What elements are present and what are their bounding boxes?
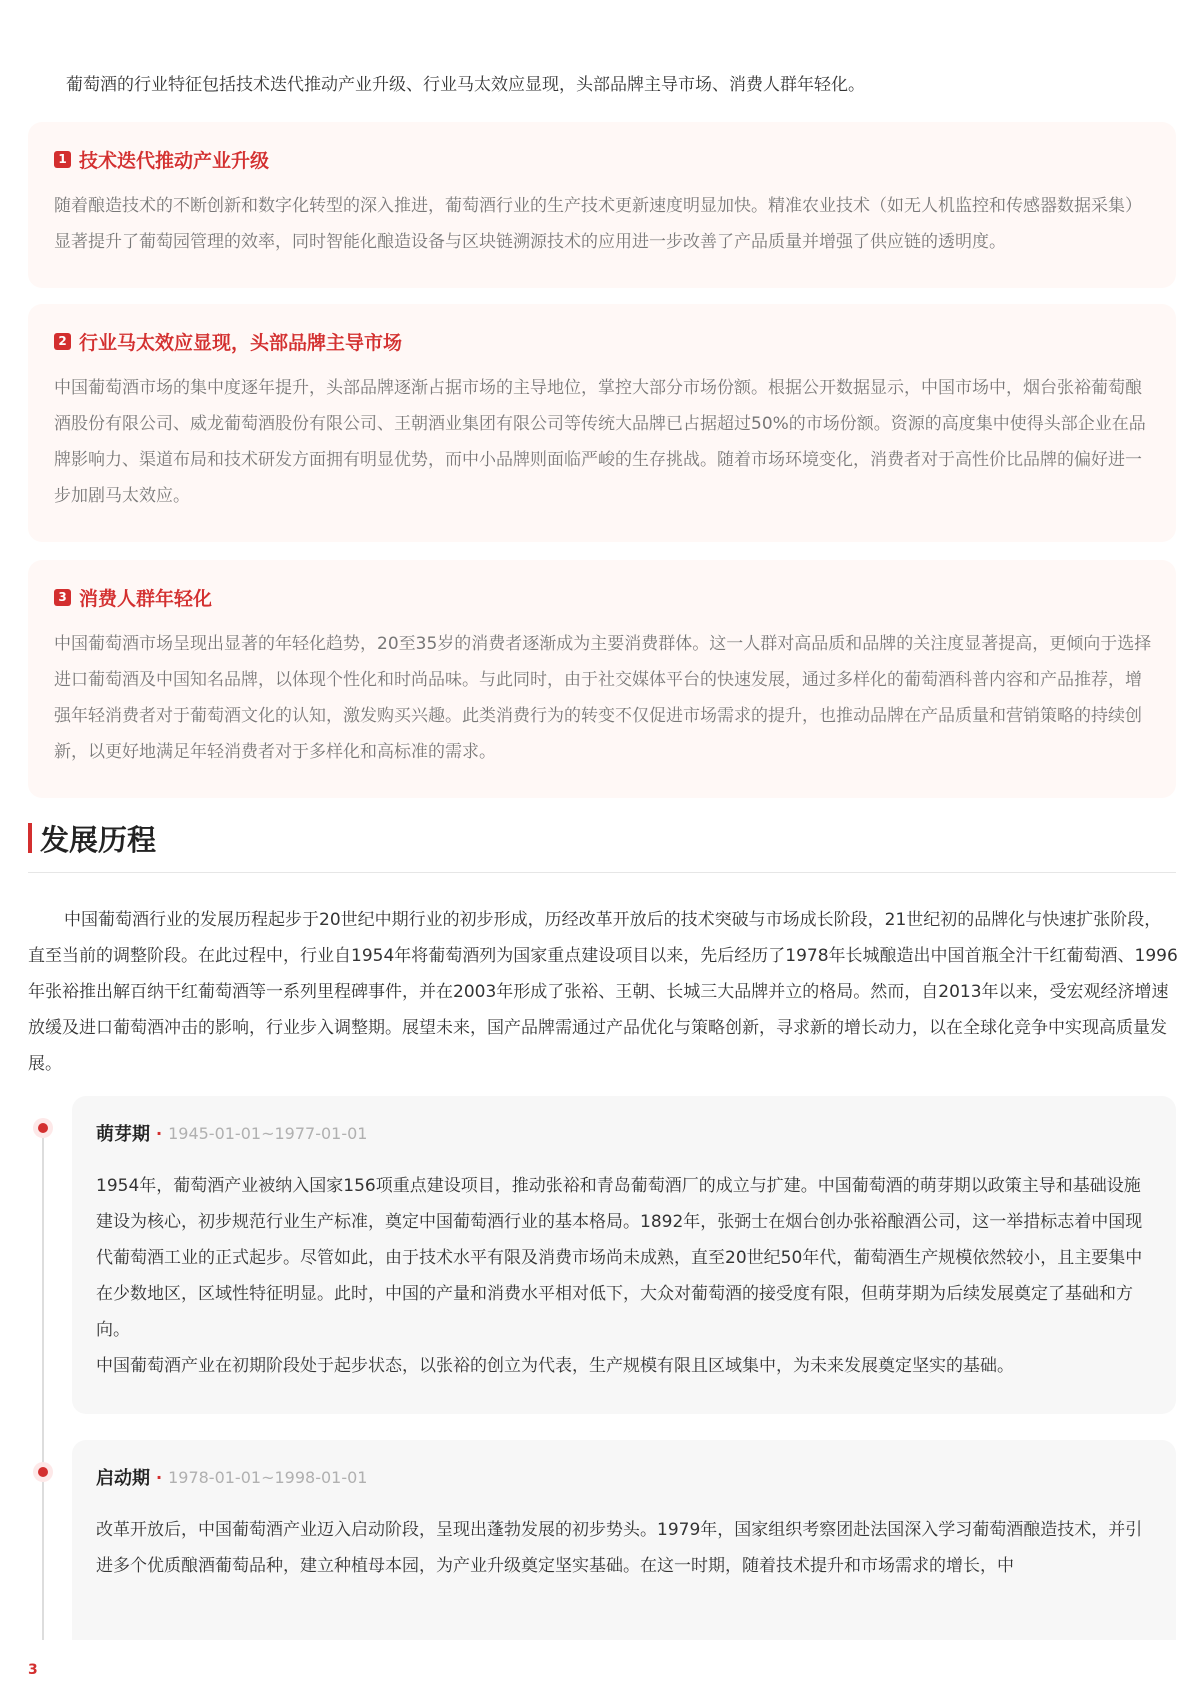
timeline-dot-icon: [33, 1462, 53, 1482]
timeline-card-1: [72, 1096, 1176, 1414]
history-paragraph: 中国葡萄酒行业的发展历程起步于20世纪中期行业的初步形成，历经改革开放后的技术突破与市场成长阶段，21世纪初的品牌化与快速扩张阶段，直至当前的调整阶段。在此过程中，行业自1954年将葡萄酒列为国家重点建设项目以来，先后经历了1978年长城酿造出中国首瓶全汁干红葡萄酒、1996年张裕推出解百纳干红葡萄酒等一系列里程碑事件，并在2003年形成了张裕、王朝、长城三大品牌并立的格局。然而，自2013年以来，受宏观经济增速放缓及进口葡萄酒冲击的影响，行业步入调整期。展望未来，国产品牌需通过产品优化与策略创新，寻求新的增长动力，以在全球化竞争中实现高质量发展。: [28, 910, 1178, 1074]
feature-title: 消费人群年轻化: [79, 587, 213, 610]
section-accent-bar: [28, 823, 32, 853]
feature-text: 中国葡萄酒市场的集中度逐年提升，头部品牌逐渐占据市场的主导地位，掌控大部分市场份额。根据公开数据显示，中国市场中，烟台张裕葡萄酿酒股份有限公司、威龙葡萄酒股份有限公司、王朝酒业集团有限公司等传统大品牌已占据超过50%的市场份额。资源的高度集中使得头部企业在品牌影响力、渠道布局和技术研发方面拥有明显优势，而中小品牌则面临严峻的生存挑战。随着市场环境变化，消费者对于高性价比品牌的偏好进一步加剧马太效应。: [54, 378, 1146, 506]
timeline-date-range: 1945-01-01~1977-01-01: [168, 1123, 368, 1143]
timeline-text: 1954年，葡萄酒产业被纳入国家156项重点建设项目，推动张裕和青岛葡萄酒厂的成立与扩建。中国葡萄酒的萌芽期以政策主导和基础设施建设为核心，初步规范行业生产标准，奠定中国葡萄酒行业的基本格局。1892年，张弼士在烟台创办张裕酿酒公司，这一举措标志着中国现代葡萄酒工业的正式起步。尽管如此，由于技术水平有限及消费市场尚未成熟，直至20世纪50年代，葡萄酒生产规模依然较小，且主要集中在少数地区，区域性特征明显。此时，中国的产量和消费水平相对低下，大众对葡萄酒的接受度有限，但萌芽期为后续发展奠定了基础和方向。: [96, 1176, 1143, 1340]
timeline-stage-name: 启动期: [96, 1468, 150, 1489]
section-title: 发展历程: [40, 822, 157, 857]
feature-card-header: [54, 144, 1152, 174]
feature-text: 随着酿造技术的不断创新和数字化转型的深入推进，葡萄酒行业的生产技术更新速度明显加快。精准农业技术（如无人机监控和传感器数据采集）显著提升了葡萄园管理的效率，同时智能化酿造设备与区块链溯源技术的应用进一步改善了产品质量并增强了供应链的透明度。: [54, 196, 1142, 252]
feature-card-header: [54, 582, 1152, 612]
timeline-stage-name: 萌芽期: [96, 1124, 150, 1145]
timeline-text: 改革开放后，中国葡萄酒产业迈入启动阶段，呈现出蓬勃发展的初步势头。1979年，国家组织考察团赴法国深入学习葡萄酒酿造技术，并引进多个优质酿酒葡萄品种，建立种植母本园，为产业升级奠定坚实基础。在这一时期，随着技术提升和市场需求的增长，中: [96, 1520, 1143, 1576]
timeline-date-range: 1978-01-01~1998-01-01: [168, 1467, 368, 1487]
timeline-card-2: [72, 1440, 1176, 1640]
feature-title: 行业马太效应显现，头部品牌主导市场: [79, 331, 403, 354]
feature-card-3: [28, 560, 1176, 798]
feature-card-header: [54, 326, 1152, 356]
feature-title: 技术迭代推动产业升级: [79, 149, 270, 172]
feature-card-1: [28, 122, 1176, 288]
timeline-card-header: [96, 1118, 1152, 1148]
number-badge: 3: [54, 589, 71, 606]
feature-text: 中国葡萄酒市场呈现出显著的年轻化趋势，20至35岁的消费者逐渐成为主要消费群体。这一人群对高品质和品牌的关注度显著提高，更倾向于选择进口葡萄酒及中国知名品牌，以体现个性化和时尚品味。与此同时，由于社交媒体平台的快速发展，通过多样化的葡萄酒科普内容和产品推荐，增强年轻消费者对于葡萄酒文化的认知，激发购买兴趣。此类消费行为的转变不仅促进市场需求的提升，也推动品牌在产品质量和营销策略的持续创新，以更好地满足年轻消费者对于多样化和高标准的需求。: [54, 634, 1152, 762]
page-number: 3: [28, 1662, 38, 1678]
intro-text: 葡萄酒的行业特征包括技术迭代推动产业升级、行业马太效应显现，头部品牌主导市场、消费人群年轻化。: [66, 75, 865, 95]
timeline-separator: ·: [156, 1467, 163, 1487]
timeline-separator: ·: [156, 1123, 163, 1143]
section-heading: [28, 820, 156, 856]
timeline-card-header: [96, 1462, 1152, 1492]
feature-card-2: [28, 304, 1176, 542]
number-badge: 2: [54, 333, 71, 350]
number-badge: 1: [54, 151, 71, 168]
section-divider: [28, 872, 1176, 873]
timeline-summary: 中国葡萄酒产业在初期阶段处于起步状态，以张裕的创立为代表，生产规模有限且区域集中，为未来发展奠定坚实的基础。: [96, 1356, 1014, 1376]
timeline-dot-icon: [33, 1118, 53, 1138]
timeline-line: [42, 1130, 44, 1640]
